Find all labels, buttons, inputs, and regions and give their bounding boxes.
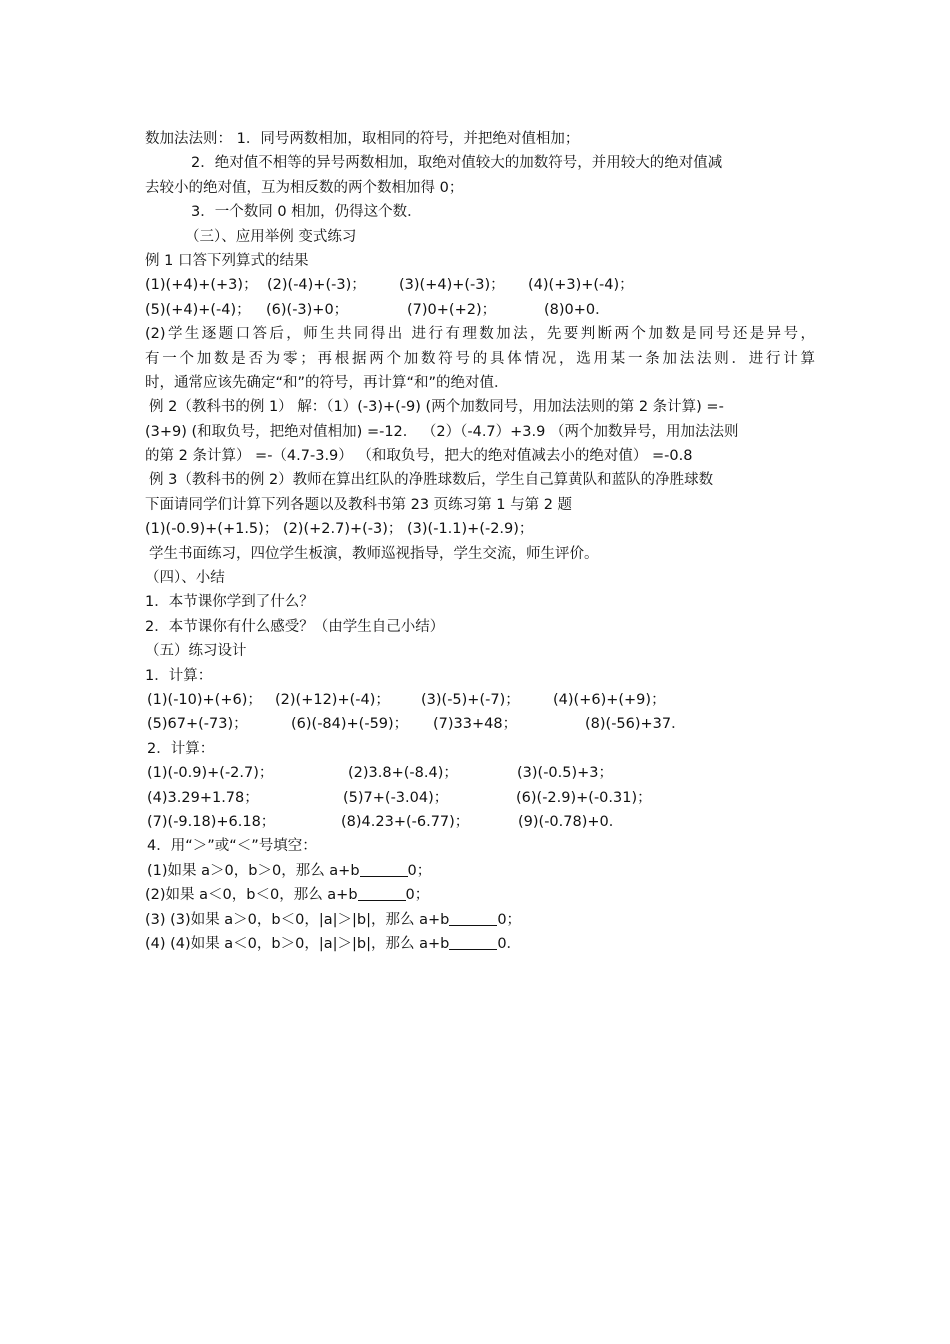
exercise-item: (4)(+3)+(-4)； xyxy=(528,277,634,294)
exercise-item: (1)(-10)+(+6)； xyxy=(147,691,262,708)
example-3-line-2: 下面请同学们计算下列各题以及教科书第 23 页练习第 1 与第 2 题 xyxy=(145,496,573,513)
exercise-item: (6)(-2.9)+(-0.31)； xyxy=(516,789,652,806)
calc-2-title: 2．计算： xyxy=(147,740,215,757)
fill-item-1: (1)如果 a＞0，b＞0，那么 a+b 0； xyxy=(147,862,432,879)
exercise-item: (5)67+(-73)； xyxy=(147,716,248,733)
exercise-item: (7)(-9.18)+6.18； xyxy=(147,813,276,830)
exercise-item: (3)(-5)+(-7)； xyxy=(421,691,520,708)
example-3-exercises: (1)(-0.9)+(+1.5)； (2)(+2.7)+(-3)； (3)(-1.1)+(-2.9)； xyxy=(145,521,534,538)
document-page xyxy=(145,127,815,956)
exercise-item: (8)0+0． xyxy=(544,301,610,318)
exercise-item: (2)(-4)+(-3)； xyxy=(267,277,366,294)
section-3-heading: （三）、应用举例 变式练习 xyxy=(185,228,357,245)
answer-blank[interactable] xyxy=(360,862,408,877)
exercise-item: (5)7+(-3.04)； xyxy=(343,789,449,806)
exercise-item: (7)33+48； xyxy=(433,716,518,733)
rule-3: 3．一个数同 0 相加，仍得这个数． xyxy=(191,204,422,221)
example-1-row-2 xyxy=(145,298,815,322)
example-2-line-3: 的第 2 条计算） =-（4.7-3.9） （和取负号，把大的绝对值减去小的绝对值） =-0.8 xyxy=(145,448,693,465)
calc-1-row-1 xyxy=(145,688,815,712)
fill-item-4: (4) (4)如果 a＜0，b＞0，|a|＞|b|，那么 a+b 0． xyxy=(145,935,522,952)
paragraph-2-line-3: 时，通常应该先确定“和”的符号，再计算“和”的绝对值． xyxy=(145,374,509,391)
calc-1-title: 1．计算： xyxy=(145,667,213,684)
exercise-item: (3)(-0.5)+3； xyxy=(517,765,614,782)
calc-2-row-3 xyxy=(145,810,815,834)
fill-title: 4．用“＞”或“＜”号填空： xyxy=(147,838,317,855)
answer-blank[interactable] xyxy=(449,935,497,950)
summary-question-1: 1．本节课你学到了什么？ xyxy=(145,594,314,611)
example-1-title: 例 1 口答下列算式的结果 xyxy=(145,252,309,269)
answer-blank[interactable] xyxy=(449,911,497,926)
board-practice: 学生书面练习，四位学生板演，教师巡视指导，学生交流，师生评价。 xyxy=(149,545,599,562)
exercise-item: (4)(+6)+(+9)； xyxy=(553,691,666,708)
calc-2-row-2 xyxy=(145,786,815,810)
rule-2-line-1: 2．绝对值不相等的异号两数相加，取绝对值较大的加数符号，并用较大的绝对值减 xyxy=(191,155,723,172)
exercise-item: (2)(+12)+(-4)； xyxy=(275,691,390,708)
example-1-row-1 xyxy=(145,273,815,297)
calc-2-row-1 xyxy=(145,761,815,785)
exercise-item: (1)(+4)+(+3)； xyxy=(145,277,258,294)
example-2-line-1: 例 2（教科书的例 1） 解：（1）(-3)+(-9) (两个加数同号，用加法法则的第 2 条计算) =- xyxy=(149,399,724,416)
section-5-heading: （五）练习设计 xyxy=(145,643,247,660)
rules-title: 数加法法则： 1．同号两数相加，取相同的符号，并把绝对值相加； xyxy=(145,131,580,147)
exercise-item: (6)(-84)+(-59)； xyxy=(291,716,409,733)
exercise-item: (3)(+4)+(-3)； xyxy=(399,277,505,294)
exercise-item: (2)3.8+(-8.4)； xyxy=(348,765,458,782)
example-3-line-1: 例 3（教科书的例 2）教师在算出红队的净胜球数后，学生自己算黄队和蓝队的净胜球数 xyxy=(149,472,714,489)
summary-question-2: 2．本节课你有什么感受？（由学生自己小结） xyxy=(145,618,445,635)
exercise-item: (4)3.29+1.78； xyxy=(147,789,259,806)
exercise-item: (5)(+4)+(-4)； xyxy=(145,301,251,318)
section-4-heading: （四）、小结 xyxy=(145,570,225,587)
fill-item-2: (2)如果 a＜0，b＜0，那么 a+b 0； xyxy=(145,887,430,904)
exercise-item: (8)4.23+(-6.77)； xyxy=(341,813,470,830)
calc-1-row-2 xyxy=(145,712,815,736)
exercise-item: (8)(-56)+37． xyxy=(585,716,686,733)
exercise-item: (6)(-3)+0； xyxy=(266,301,349,318)
paragraph-2-line-2: 有一个加数是否为零；再根据两个加数符号的具体情况，选用某一条加法法则．进行计算 xyxy=(145,350,815,367)
example-2-line-2: (3+9) (和取负号，把绝对值相加) =-12． （2）（-4.7）+3.9 （两个加数异号，用加法法则 xyxy=(145,423,739,440)
rule-2-line-2: 去较小的绝对值，互为相反数的两个数相加得 0； xyxy=(145,179,464,196)
paragraph-2-line-1: (2)学生逐题口答后，师生共同得出 进行有理数加法，先要判断两个加数是同号还是异号， xyxy=(145,326,815,343)
answer-blank[interactable] xyxy=(358,886,406,901)
exercise-item: (7)0+(+2)； xyxy=(407,301,497,318)
exercise-item: (9)(-0.78)+0． xyxy=(518,813,624,830)
fill-item-3: (3) (3)如果 a＞0，b＜0，|a|＞|b|，那么 a+b 0； xyxy=(145,911,522,928)
exercise-item: (1)(-0.9)+(-2.7)； xyxy=(147,765,274,782)
